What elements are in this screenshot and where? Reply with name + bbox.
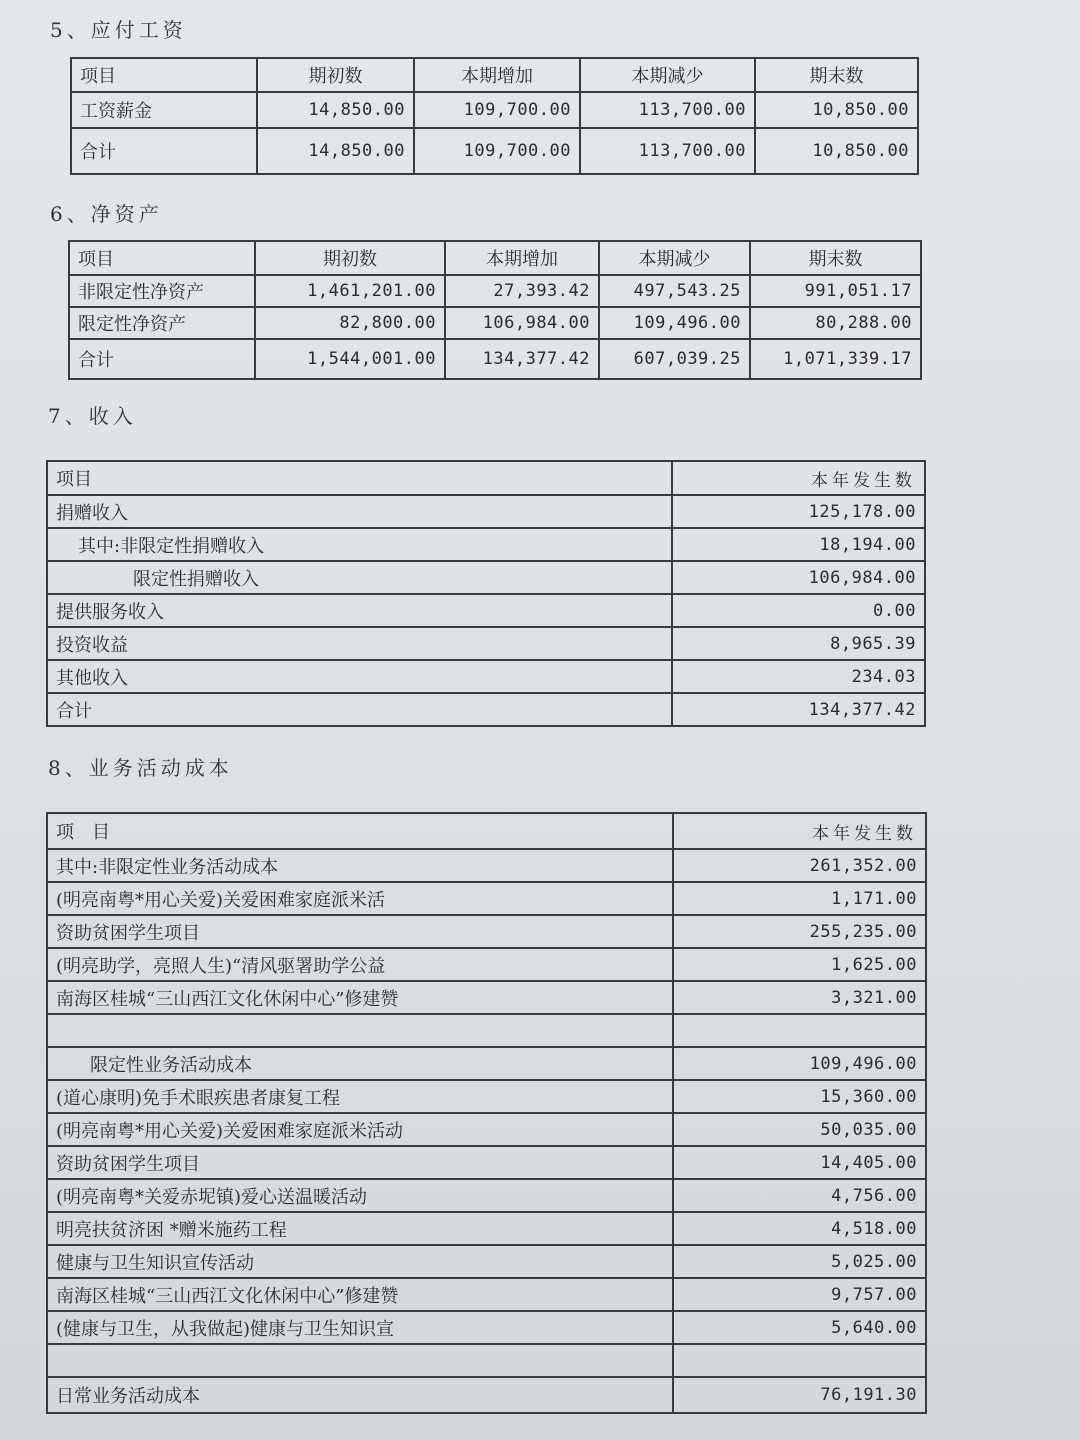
row-label: 其他收入 <box>47 660 672 693</box>
cell-value: 27,393.42 <box>445 275 599 307</box>
cell-value: 76,191.30 <box>673 1377 926 1413</box>
cell-value: 18,194.00 <box>672 528 925 561</box>
cell-value: 1,171.00 <box>673 882 926 915</box>
table-row-empty <box>47 1014 926 1047</box>
section-6-table <box>68 240 922 380</box>
row-label: 限定性业务活动成本 <box>47 1047 673 1080</box>
table-row <box>47 1278 926 1311</box>
cell-value: 607,039.25 <box>599 339 750 379</box>
header-decrease: 本期减少 <box>599 241 750 275</box>
cell-value: 10,850.00 <box>755 92 918 128</box>
header-opening: 期初数 <box>257 58 414 92</box>
table-header-row <box>69 241 921 275</box>
row-label: 明亮扶贫济困 *赠米施药工程 <box>47 1212 673 1245</box>
table-row <box>47 495 925 528</box>
cell-value <box>673 1344 926 1377</box>
table-row-empty <box>47 1344 926 1377</box>
cell-value: 9,757.00 <box>673 1278 926 1311</box>
row-label: 资助贫困学生项目 <box>47 915 673 948</box>
table-row <box>47 849 926 882</box>
section-5-table <box>70 57 919 175</box>
cell-value: 3,321.00 <box>673 981 926 1014</box>
header-increase: 本期增加 <box>445 241 599 275</box>
table-row <box>47 528 925 561</box>
cell-value: 82,800.00 <box>255 307 445 339</box>
cell-value: 261,352.00 <box>673 849 926 882</box>
cell-value: 113,700.00 <box>580 92 755 128</box>
cell-value: 1,071,339.17 <box>750 339 921 379</box>
cell-value: 4,518.00 <box>673 1212 926 1245</box>
cell-value: 14,850.00 <box>257 128 414 174</box>
table-row <box>47 1377 926 1413</box>
row-label: 日常业务活动成本 <box>47 1377 673 1413</box>
table-row <box>47 1245 926 1278</box>
header-item: 项 目 <box>47 813 673 849</box>
header-closing: 期末数 <box>755 58 918 92</box>
table-row <box>47 882 926 915</box>
cell-value: 134,377.42 <box>445 339 599 379</box>
table-row <box>47 561 925 594</box>
cell-value <box>673 1014 926 1047</box>
row-label: 健康与卫生知识宣传活动 <box>47 1245 673 1278</box>
row-label: 合计 <box>47 693 672 726</box>
row-label: 提供服务收入 <box>47 594 672 627</box>
cell-value: 106,984.00 <box>445 307 599 339</box>
row-label: (明亮助学，亮照人生)“清风驱署助学公益 <box>47 948 673 981</box>
row-label: (道心康明)免手术眼疾患者康复工程 <box>47 1080 673 1113</box>
table-row <box>71 92 918 128</box>
cell-value: 4,756.00 <box>673 1179 926 1212</box>
row-label: 其中:非限定性捐赠收入 <box>47 528 672 561</box>
section-8-table <box>46 812 927 1414</box>
cell-value: 109,496.00 <box>673 1047 926 1080</box>
table-row <box>69 275 921 307</box>
table-header-row <box>47 813 926 849</box>
cell-value: 134,377.42 <box>672 693 925 726</box>
section-7-title: 7、收入 <box>48 404 137 428</box>
cell-value: 125,178.00 <box>672 495 925 528</box>
row-label: (明亮南粤*用心关爱)关爱困难家庭派米活 <box>47 882 673 915</box>
header-item: 项目 <box>47 461 672 495</box>
cell-value: 497,543.25 <box>599 275 750 307</box>
header-amount: 本年发生数 <box>673 813 926 849</box>
section-7-table <box>46 460 926 727</box>
row-label: 合计 <box>69 339 255 379</box>
section-5-title: 5、应付工资 <box>50 18 187 42</box>
row-label: 捐赠收入 <box>47 495 672 528</box>
section-6-title: 6、净资产 <box>50 202 163 226</box>
cell-value: 109,700.00 <box>414 128 580 174</box>
cell-value: 14,850.00 <box>257 92 414 128</box>
table-row <box>47 594 925 627</box>
table-row-total <box>69 339 921 379</box>
row-label: (健康与卫生，从我做起)健康与卫生知识宣 <box>47 1311 673 1344</box>
cell-value: 50,035.00 <box>673 1113 926 1146</box>
table-row <box>47 1080 926 1113</box>
header-closing: 期末数 <box>750 241 921 275</box>
table-row <box>47 1311 926 1344</box>
row-label: 工资薪金 <box>71 92 257 128</box>
row-label: 非限定性净资产 <box>69 275 255 307</box>
cell-value: 1,461,201.00 <box>255 275 445 307</box>
cell-value: 10,850.00 <box>755 128 918 174</box>
cell-value: 8,965.39 <box>672 627 925 660</box>
table-row <box>47 948 926 981</box>
cell-value: 991,051.17 <box>750 275 921 307</box>
row-label: 限定性净资产 <box>69 307 255 339</box>
table-row <box>47 1212 926 1245</box>
cell-value: 113,700.00 <box>580 128 755 174</box>
row-label: 其中:非限定性业务活动成本 <box>47 849 673 882</box>
row-label: 南海区桂城“三山西江文化休闲中心”修建赞 <box>47 1278 673 1311</box>
table-row-total <box>71 128 918 174</box>
table-header-row <box>47 461 925 495</box>
cell-value: 255,235.00 <box>673 915 926 948</box>
header-increase: 本期增加 <box>414 58 580 92</box>
table-row <box>69 307 921 339</box>
header-item: 项目 <box>69 241 255 275</box>
section-8-title: 8、业务活动成本 <box>48 756 233 780</box>
cell-value: 0.00 <box>672 594 925 627</box>
row-label: 合计 <box>71 128 257 174</box>
table-row <box>47 981 926 1014</box>
cell-value: 109,700.00 <box>414 92 580 128</box>
table-header-row <box>71 58 918 92</box>
row-label: 资助贫困学生项目 <box>47 1146 673 1179</box>
cell-value: 1,625.00 <box>673 948 926 981</box>
header-item: 项目 <box>71 58 257 92</box>
cell-value: 234.03 <box>672 660 925 693</box>
table-row <box>47 1113 926 1146</box>
table-row <box>47 1179 926 1212</box>
table-row <box>47 1146 926 1179</box>
cell-value: 1,544,001.00 <box>255 339 445 379</box>
cell-value: 106,984.00 <box>672 561 925 594</box>
header-decrease: 本期减少 <box>580 58 755 92</box>
row-label: 南海区桂城“三山西江文化休闲中心”修建赞 <box>47 981 673 1014</box>
row-label <box>47 1014 673 1047</box>
table-row <box>47 1047 926 1080</box>
table-row <box>47 915 926 948</box>
row-label: (明亮南粤*用心关爱)关爱困难家庭派米活动 <box>47 1113 673 1146</box>
table-row-total <box>47 693 925 726</box>
row-label: 限定性捐赠收入 <box>47 561 672 594</box>
cell-value: 15,360.00 <box>673 1080 926 1113</box>
cell-value: 5,640.00 <box>673 1311 926 1344</box>
cell-value: 14,405.00 <box>673 1146 926 1179</box>
cell-value: 5,025.00 <box>673 1245 926 1278</box>
table-row <box>47 660 925 693</box>
cell-value: 80,288.00 <box>750 307 921 339</box>
cell-value: 109,496.00 <box>599 307 750 339</box>
row-label <box>47 1344 673 1377</box>
row-label: 投资收益 <box>47 627 672 660</box>
row-label: (明亮南粤*关爱赤坭镇)爱心送温暖活动 <box>47 1179 673 1212</box>
header-opening: 期初数 <box>255 241 445 275</box>
table-row <box>47 627 925 660</box>
header-amount: 本年发生数 <box>672 461 925 495</box>
